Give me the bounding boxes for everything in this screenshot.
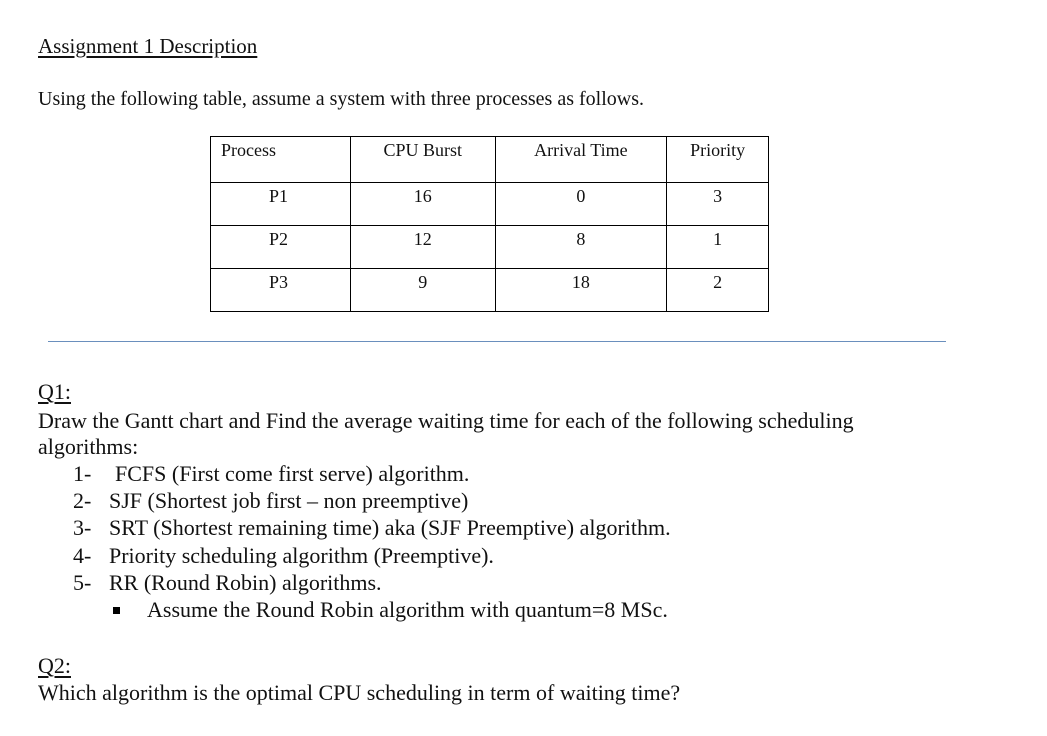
list-item-text: FCFS (First come first serve) algorithm. <box>115 461 470 486</box>
cell-priority: 3 <box>667 183 769 226</box>
cell-cpu-burst: 9 <box>351 269 496 312</box>
square-bullet-icon <box>113 607 120 614</box>
cell-process: P1 <box>211 183 351 226</box>
q1-text-line2: algorithms: <box>38 434 139 459</box>
list-item-number: 3- <box>73 515 92 540</box>
list-item-number: 5- <box>73 570 92 595</box>
cell-process: P2 <box>211 226 351 269</box>
header-priority: Priority <box>667 137 769 183</box>
list-item <box>73 570 382 596</box>
section-divider <box>48 341 946 342</box>
table-row <box>211 183 769 226</box>
header-arrival-time: Arrival Time <box>495 137 667 183</box>
assignment-title: Assignment 1 Description <box>38 34 258 58</box>
table-row <box>211 226 769 269</box>
table-row <box>211 269 769 312</box>
list-item <box>73 488 468 514</box>
list-item <box>73 461 469 487</box>
cell-arrival-time: 8 <box>495 226 667 269</box>
sub-bullet-text: Assume the Round Robin algorithm with quantum=8 MSc. <box>147 597 668 622</box>
q2-text: Which algorithm is the optimal CPU scheduling in term of waiting time? <box>38 680 681 705</box>
q1-label: Q1: <box>38 379 71 404</box>
list-item-number: 1- <box>73 461 92 486</box>
list-item <box>73 543 494 569</box>
list-item-text: Priority scheduling algorithm (Preemptive). <box>109 543 494 568</box>
cell-arrival-time: 18 <box>495 269 667 312</box>
list-item-number: 4- <box>73 543 92 568</box>
q2-label: Q2: <box>38 653 71 678</box>
cell-priority: 2 <box>667 269 769 312</box>
cell-cpu-burst: 16 <box>351 183 496 226</box>
intro-text: Using the following table, assume a system with three processes as follows. <box>38 88 644 110</box>
list-item-text: RR (Round Robin) algorithms. <box>109 570 382 595</box>
cell-arrival-time: 0 <box>495 183 667 226</box>
table-header-row <box>211 137 769 183</box>
list-item-text: SRT (Shortest remaining time) aka (SJF Preemptive) algorithm. <box>109 515 671 540</box>
process-table <box>210 136 769 312</box>
cell-cpu-burst: 12 <box>351 226 496 269</box>
cell-priority: 1 <box>667 226 769 269</box>
list-item-number: 2- <box>73 488 92 513</box>
header-cpu-burst: CPU Burst <box>351 137 496 183</box>
list-item <box>73 515 671 541</box>
header-process: Process <box>211 137 351 183</box>
q1-text-line1: Draw the Gantt chart and Find the average waiting time for each of the following scheduling <box>38 408 854 433</box>
cell-process: P3 <box>211 269 351 312</box>
list-item-text: SJF (Shortest job first – non preemptive) <box>109 488 469 513</box>
